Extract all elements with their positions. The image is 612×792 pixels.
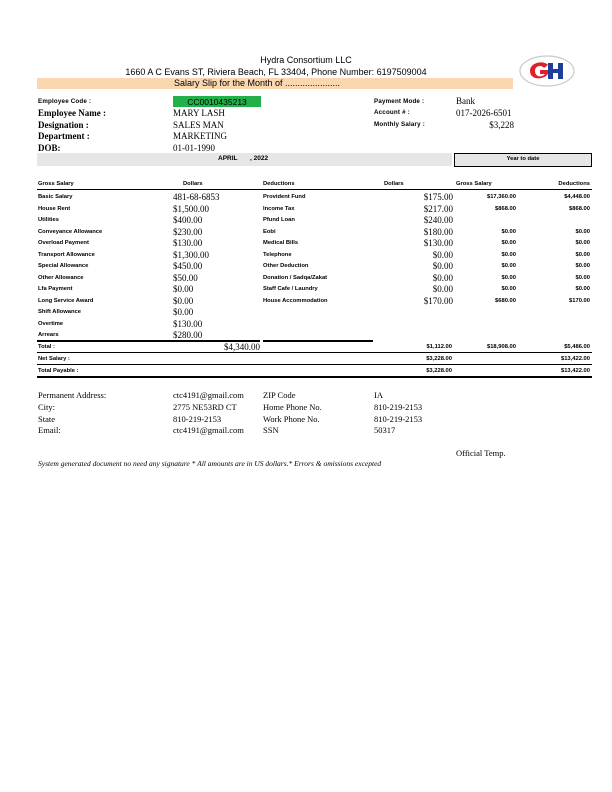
earning-label: Transport Allowance — [38, 251, 95, 258]
deduction-ytd: $868.00 — [569, 205, 590, 212]
net-rule — [37, 364, 592, 365]
deduction-value: $0.00 — [432, 249, 453, 260]
deduction-label: Eobi — [263, 228, 276, 235]
year: , 2022 — [250, 155, 269, 162]
earning-value: $400.00 — [173, 215, 203, 225]
deduction-ytd: $0.00 — [575, 263, 590, 269]
earning-value: 481-68-6853 — [173, 192, 220, 202]
hdr-ytd-deductions: Deductions — [558, 181, 590, 187]
dob-label: DOB: — [38, 143, 61, 153]
deduction-label: Donation / Sadqa/Zakat — [263, 274, 328, 281]
deduction-value: $240.00 — [423, 215, 453, 225]
company-address: 1660 A C Evans ST, Riviera Beach, FL 33404, Phone Number: 6197509004 — [125, 67, 427, 77]
payment-mode: Bank — [456, 96, 475, 106]
contact-label-2: ZIP Code — [263, 390, 296, 400]
deduction-ytd-gross: $0.00 — [501, 228, 516, 235]
deduction-ytd: $0.00 — [575, 274, 590, 281]
deduction-ytd-gross: $0.00 — [501, 263, 516, 269]
month-bar — [37, 153, 452, 166]
contact-value-2: 810-219-2153 — [374, 413, 423, 424]
total-deductions: $1,112.00 — [426, 344, 452, 350]
contact-label: Email: — [38, 425, 61, 436]
earning-value: $130.00 — [173, 318, 203, 329]
total-gross: $4,340.00 — [224, 342, 260, 352]
deduction-ytd-gross: $0.00 — [501, 274, 516, 281]
total-label: Total : — [38, 344, 55, 350]
hdr-gross-salary: Gross Salary — [38, 181, 74, 187]
designation: SALES MAN — [173, 120, 224, 130]
employee-code-label: Employee Code : — [38, 98, 92, 105]
hdr-ytd-gross: Gross Salary — [456, 181, 492, 187]
earning-label: Shift Allowance — [38, 309, 81, 315]
company-logo — [518, 54, 576, 88]
earning-label: Overload Payment — [38, 240, 89, 246]
employee-name-label: Employee Name : — [38, 108, 106, 118]
deduction-ytd: $0.00 — [575, 228, 590, 235]
deduction-ytd-gross: $680.00 — [495, 297, 516, 304]
account-label: Account # : — [374, 109, 410, 116]
deduction-ytd: $0.00 — [575, 251, 590, 258]
deduction-ytd: $170.00 — [569, 297, 590, 304]
department: MARKETING — [173, 131, 227, 141]
deduction-value: $0.00 — [432, 272, 453, 283]
deductions-total-rule — [263, 340, 373, 342]
company-name: Hydra Consortium LLC — [260, 55, 352, 65]
monthly-salary-label: Monthly Salary : — [374, 121, 425, 128]
department-label: Department : — [38, 131, 90, 141]
contact-label-2: SSN — [263, 425, 279, 436]
deduction-ytd-gross: $868.00 — [495, 205, 516, 212]
slip-title: Salary Slip for the Month of ...................... — [173, 78, 341, 88]
deduction-label: Staff Cafe / Laundry — [263, 286, 318, 292]
deduction-ytd: $0.00 — [575, 240, 590, 246]
earning-value: $0.00 — [173, 284, 194, 294]
total-payable: $3,228.00 — [426, 368, 452, 374]
employee-name: MARY LASH — [173, 108, 225, 118]
total-ytd-deductions: $5,486.00 — [564, 344, 590, 350]
contact-value-2: 50317 — [374, 425, 396, 436]
deduction-value: $175.00 — [423, 192, 453, 202]
monthly-salary: $3,228 — [489, 120, 514, 130]
hdr-dollars: Dollars — [183, 181, 203, 187]
deduction-label: House Accommodation — [263, 297, 328, 304]
net-salary-ytd: $13,422.00 — [560, 356, 590, 362]
deduction-label: Telephone — [263, 251, 292, 258]
payable-rule — [37, 376, 592, 378]
designation-label: Designation : — [38, 120, 89, 130]
earning-label: Special Allowance — [38, 263, 89, 269]
total-payable-ytd: $13,422.00 — [560, 368, 590, 374]
contact-value: 810-219-2153 — [173, 413, 222, 424]
contact-label: State — [38, 413, 55, 424]
deduction-ytd-gross: $17,360.00 — [486, 194, 516, 200]
earning-label: Arrears — [38, 332, 59, 338]
contact-value-2: 810-219-2153 — [374, 401, 423, 412]
deduction-label: Pfund Loan — [263, 217, 295, 223]
net-salary-label: Net Salary : — [38, 356, 70, 362]
earning-label: Conveyance Allowance — [38, 228, 103, 235]
contact-value: 2775 NE53RD CT — [173, 401, 237, 412]
earning-value: $130.00 — [173, 238, 203, 248]
contact-label: Permanent Address: — [38, 390, 107, 400]
deduction-value: $180.00 — [423, 226, 453, 237]
earning-label: Long Service Award — [38, 297, 94, 304]
earning-value: $230.00 — [173, 226, 203, 237]
deduction-ytd-gross: $0.00 — [501, 240, 516, 246]
earning-label: House Rent — [38, 205, 71, 212]
deduction-ytd-gross: $0.00 — [501, 286, 516, 292]
earning-value: $280.00 — [173, 330, 203, 340]
earning-value: $0.00 — [173, 295, 194, 306]
deduction-value: $0.00 — [432, 284, 453, 294]
header-rule — [37, 189, 592, 190]
total-rule — [37, 352, 592, 353]
deduction-value: $217.00 — [423, 203, 453, 214]
earning-value: $1,500.00 — [173, 203, 209, 214]
earning-label: Utilities — [38, 217, 59, 223]
footer-note: System generated document no need any signature * All amounts are in US dollars.* Errors & omissions excepted — [38, 459, 382, 468]
deduction-ytd: $0.00 — [575, 286, 590, 292]
total-payable-label: Total Payable : — [38, 368, 79, 374]
earning-label: Other Allowance — [38, 274, 84, 281]
contact-value: ctc4191@gmail.com — [173, 390, 244, 400]
month: APRIL — [218, 155, 238, 162]
earning-value: $0.00 — [173, 307, 194, 317]
total-ytd-gross: $18,908.00 — [486, 344, 516, 350]
earning-label: Basic Salary — [38, 194, 73, 200]
deduction-label: Medical Bills — [263, 240, 299, 246]
earning-label: Overtime — [38, 320, 64, 327]
deduction-value: $0.00 — [432, 261, 453, 271]
ytd-label: Year to date — [506, 156, 540, 162]
official-temp: Official Temp. — [456, 448, 506, 458]
earning-value: $50.00 — [173, 272, 198, 283]
deduction-label: Provident Fund — [263, 194, 306, 200]
hdr-deductions: Deductions — [263, 181, 295, 187]
deduction-label: Other Deduction — [263, 263, 309, 269]
deduction-label: Income Tax — [263, 205, 295, 212]
payment-mode-label: Payment Mode : — [374, 98, 425, 105]
account: 017-2026-6501 — [456, 108, 512, 118]
hdr-dollars2: Dollars — [384, 181, 404, 187]
net-salary: $3,228.00 — [426, 356, 452, 362]
deduction-value: $130.00 — [423, 238, 453, 248]
contact-value: ctc4191@gmail.com — [173, 425, 244, 436]
contact-label-2: Home Phone No. — [263, 401, 322, 412]
dob: 01-01-1990 — [173, 143, 215, 153]
contact-label-2: Work Phone No. — [263, 413, 320, 424]
earning-value: $1,300.00 — [173, 249, 209, 260]
deduction-ytd: $4,448.00 — [564, 194, 590, 200]
earning-label: Lfa Payment — [38, 286, 73, 292]
contact-value-2: IA — [374, 390, 383, 400]
deduction-value: $170.00 — [423, 295, 453, 306]
contact-label: City: — [38, 401, 56, 412]
earning-value: $450.00 — [173, 261, 203, 271]
deduction-ytd-gross: $0.00 — [501, 251, 516, 258]
employee-code: CC0010435213 — [187, 97, 247, 107]
